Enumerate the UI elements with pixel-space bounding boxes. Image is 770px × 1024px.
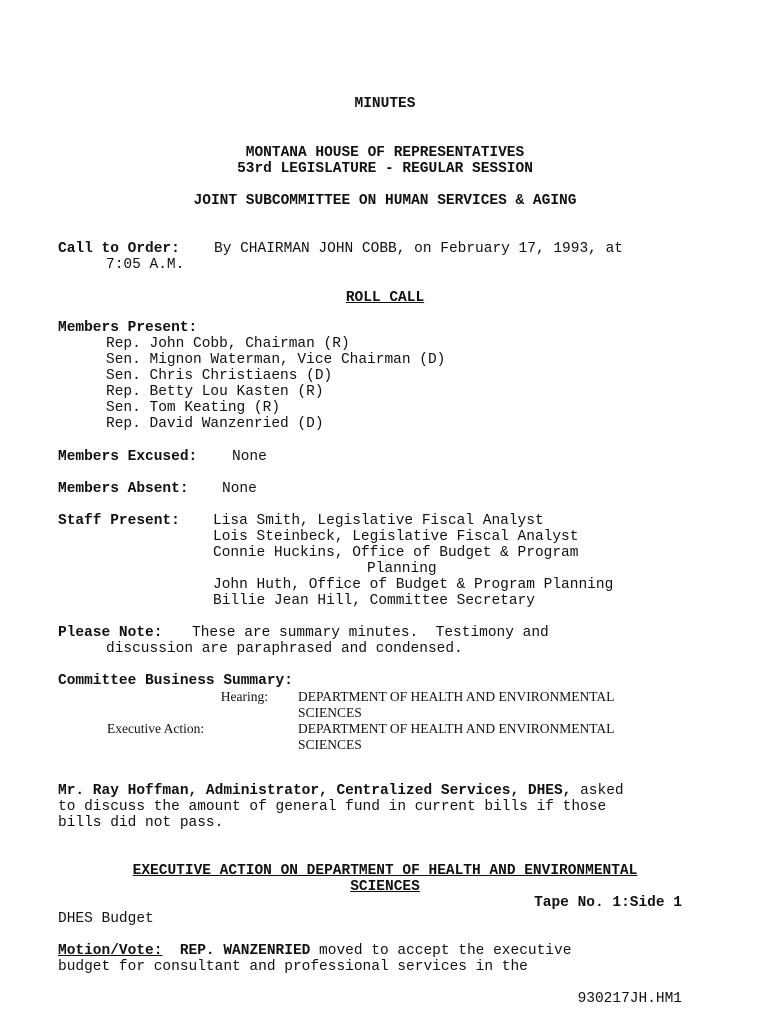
hoffman-text: asked xyxy=(571,783,624,799)
motion-label: Motion/Vote: xyxy=(58,943,163,959)
please-note-text: These are summary minutes. Testimony and xyxy=(192,625,549,641)
motion-text: moved to accept the executive xyxy=(310,943,572,959)
staff-line: John Huth, Office of Budget & Program Planning xyxy=(213,577,614,593)
committee-name: JOINT SUBCOMMITTEE ON HUMAN SERVICES & AGING xyxy=(193,193,577,209)
staff-line: Planning xyxy=(367,561,437,577)
member-item: Rep. David Wanzenried (D) xyxy=(106,416,324,432)
staff-line: Billie Jean Hill, Committee Secretary xyxy=(213,593,535,609)
call-to-order-text: By CHAIRMAN JOHN COBB, on February 17, 1993, at xyxy=(214,241,623,257)
hearing-value: DEPARTMENT OF HEALTH AND ENVIRONMENTAL xyxy=(298,689,615,704)
members-absent-value: None xyxy=(222,481,257,497)
session-name: 53rd LEGISLATURE - REGULAR SESSION xyxy=(237,161,533,177)
hoffman-name: Mr. Ray Hoffman, Administrator, Centralized Services, DHES, xyxy=(58,783,572,799)
hearing-label: Hearing: xyxy=(220,689,268,704)
member-item: Sen. Tom Keating (R) xyxy=(106,400,281,416)
dhes-budget-subheading: DHES Budget xyxy=(58,911,154,927)
document-title: MINUTES xyxy=(354,96,416,112)
motion-line2: budget for consultant and professional services in the xyxy=(58,959,528,975)
members-present-label: Members Present: xyxy=(58,320,198,336)
executive-action-heading-cont: SCIENCES xyxy=(350,879,420,895)
member-item: Rep. John Cobb, Chairman (R) xyxy=(106,336,350,352)
members-excused-label: Members Excused: xyxy=(58,449,198,465)
call-to-order-text-cont: 7:05 A.M. xyxy=(106,257,185,273)
motion-actor: REP. WANZENRIED xyxy=(179,943,311,959)
document-code: 930217JH.HM1 xyxy=(577,991,682,1007)
executive-action-label: Executive Action: xyxy=(107,721,205,736)
business-summary-label: Committee Business Summary: xyxy=(58,673,293,689)
member-item: Sen. Mignon Waterman, Vice Chairman (D) xyxy=(106,352,446,368)
house-name: MONTANA HOUSE OF REPRESENTATIVES xyxy=(245,145,525,161)
hoffman-paragraph-line3: bills did not pass. xyxy=(58,815,224,831)
executive-action-value-cont: SCIENCES xyxy=(298,737,362,752)
member-item: Sen. Chris Christiaens (D) xyxy=(106,368,333,384)
staff-line: Connie Huckins, Office of Budget & Program xyxy=(213,545,579,561)
please-note-text-cont: discussion are paraphrased and condensed. xyxy=(106,641,463,657)
hoffman-paragraph-line1 xyxy=(58,783,624,799)
call-to-order-label: Call to Order: xyxy=(58,241,180,257)
motion-line1 xyxy=(58,943,571,959)
please-note-label: Please Note: xyxy=(58,625,163,641)
tape-number: Tape No. 1:Side 1 xyxy=(534,895,682,911)
member-item: Rep. Betty Lou Kasten (R) xyxy=(106,384,324,400)
members-excused-value: None xyxy=(232,449,267,465)
hearing-value-cont: SCIENCES xyxy=(298,705,362,720)
members-absent-label: Members Absent: xyxy=(58,481,189,497)
executive-action-value: DEPARTMENT OF HEALTH AND ENVIRONMENTAL xyxy=(298,721,615,736)
staff-present-label: Staff Present: xyxy=(58,513,180,529)
staff-line: Lisa Smith, Legislative Fiscal Analyst xyxy=(213,513,544,529)
hoffman-paragraph-line2: to discuss the amount of general fund in current bills if those xyxy=(58,799,607,815)
staff-line: Lois Steinbeck, Legislative Fiscal Analyst xyxy=(213,529,579,545)
executive-action-heading: EXECUTIVE ACTION ON DEPARTMENT OF HEALTH AND ENVIRONMENTAL xyxy=(132,863,638,879)
roll-call-heading: ROLL CALL xyxy=(345,290,425,306)
